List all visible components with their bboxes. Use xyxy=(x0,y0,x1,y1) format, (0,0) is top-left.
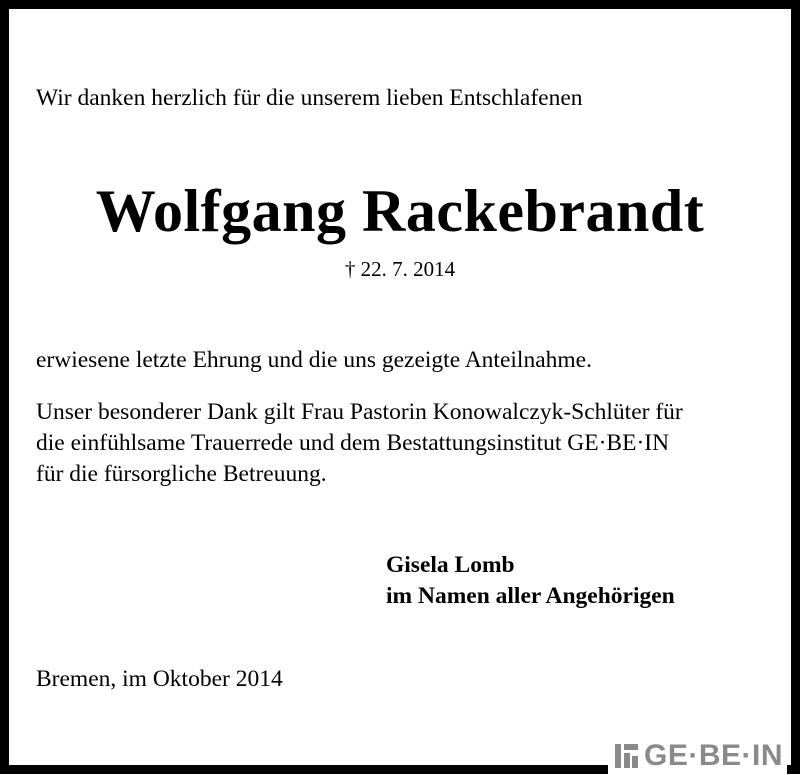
signature-block xyxy=(386,550,675,612)
place-date: Bremen, im Oktober 2014 xyxy=(36,666,283,692)
gebein-logo xyxy=(608,738,787,774)
thanks-line: Unser besonderer Dank gilt Frau Pastorin Konowalczyk-Schlüter für xyxy=(36,399,683,425)
gebein-logo-text: GE·BE·IN xyxy=(644,739,783,772)
gebein-logo-mark-icon xyxy=(614,742,640,770)
deceased-name: Wolfgang Rackebrandt xyxy=(95,178,705,244)
death-date: † 22. 7. 2014 xyxy=(344,257,456,281)
thanks-line: für die fürsorgliche Betreuung. xyxy=(36,461,327,487)
intro-text: Wir danken herzlich für die unserem lieben Entschlafenen xyxy=(36,85,583,111)
signatory-name: Gisela Lomb xyxy=(386,552,515,578)
signatory-relation: im Namen aller Angehörigen xyxy=(386,583,675,609)
acknowledgement-text: erwiesene letzte Ehrung und die uns gezeigte Anteilnahme. xyxy=(36,347,592,373)
thanks-line: die einfühlsame Trauerrede und dem Bestattungsinstitut GE·BE·IN xyxy=(36,430,670,456)
thanks-paragraph xyxy=(36,397,683,490)
